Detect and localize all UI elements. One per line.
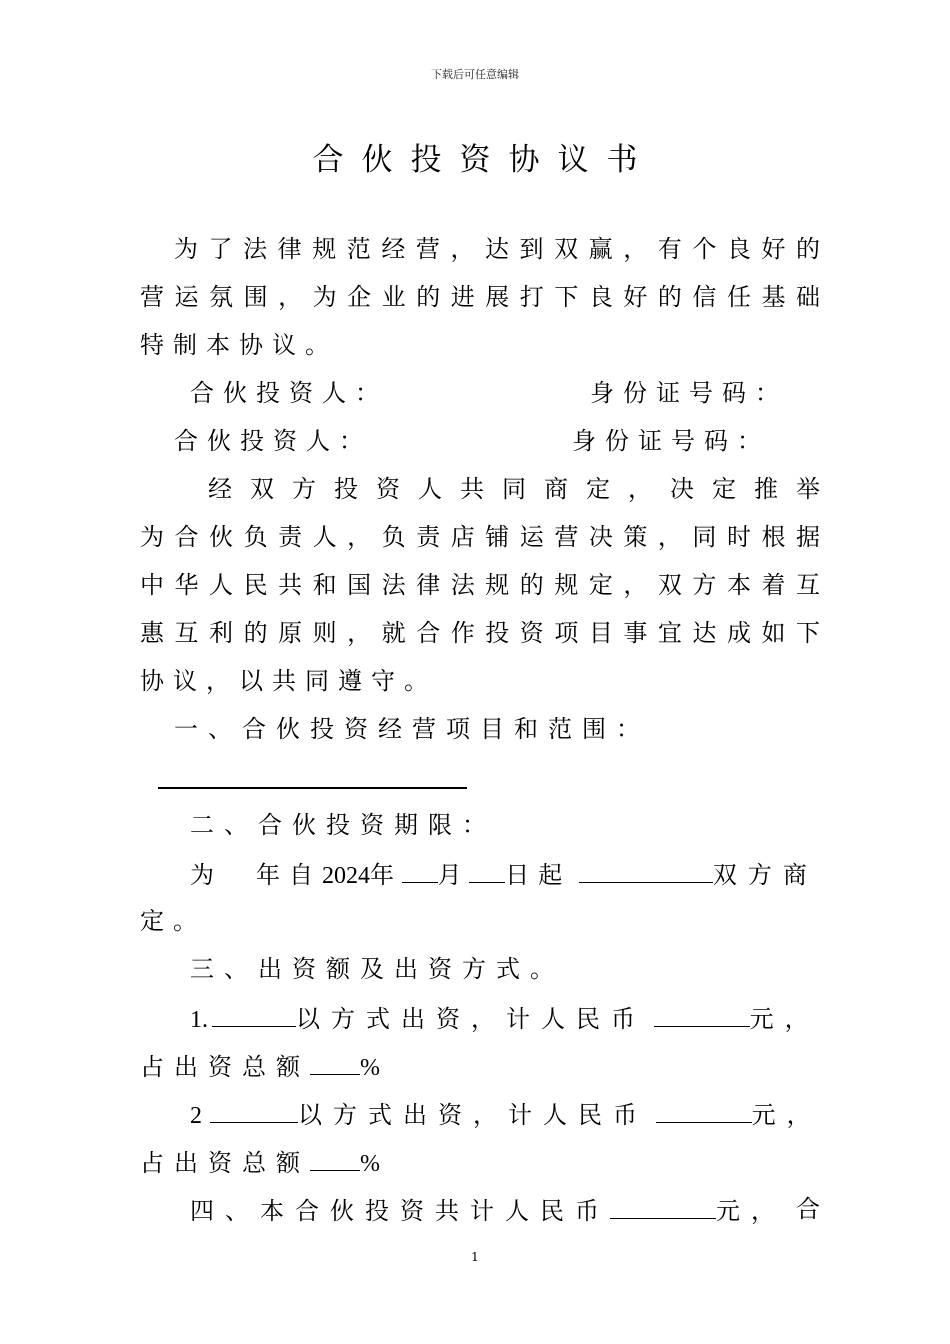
term-word-nianzi: 年自: [256, 861, 322, 889]
day-blank: [469, 856, 505, 883]
para2-line5: 协议，以共同遵守。: [140, 667, 437, 695]
para2-line3: 中华人民共和国法律法规的规定，双方本着互: [140, 571, 820, 599]
item2-number: 2: [190, 1103, 202, 1129]
item1-amount-blank: [654, 1000, 750, 1027]
term-word-yue: 月: [437, 861, 462, 889]
item2-percent-blank: [310, 1144, 360, 1171]
item1-share-label: 占出资总额: [140, 1053, 310, 1081]
item1-percent-blank: [310, 1048, 360, 1075]
term-line-end: 定。: [140, 907, 206, 935]
para1-line1: 为了法律规范经营，达到双赢，有个良好的: [174, 235, 820, 263]
contribution-item-1: [190, 1000, 820, 1037]
partner1-id-label: 身份证号码：: [590, 379, 788, 407]
term-word-riqi: 日起: [505, 861, 572, 889]
term-word-wei: 为: [190, 861, 214, 889]
document-title: 合伙投资协议书: [312, 142, 656, 178]
para2-line4: 惠互利的原则，就合作投资项目事宜达成如下: [140, 619, 820, 647]
section1-heading: 一、合伙投资经营项目和范围：: [174, 715, 650, 743]
item2-method-blank: [210, 1096, 298, 1123]
item2-unit: 元，: [751, 1101, 822, 1129]
term-word-nian: 年: [370, 861, 394, 889]
item2-percent-sign: %: [360, 1151, 380, 1177]
partner2-id-label: 身份证号码：: [572, 427, 770, 455]
term-word-shuangfang: 双方商: [712, 861, 818, 889]
section4-line: [190, 1192, 820, 1228]
contribution-item-2-share: [140, 1144, 820, 1181]
item1-number: 1.: [190, 1007, 208, 1033]
item1-unit: 元，: [749, 1005, 820, 1033]
item2-share-label: 占出资总额: [140, 1149, 310, 1177]
total-amount-blank: [610, 1192, 716, 1219]
partner1-label: 合伙投资人：: [190, 379, 388, 407]
item2-text: 以方式出资，计人民币: [298, 1101, 648, 1129]
para1-line2: 营运氛围，为企业的进展打下良好的信任基础: [140, 283, 820, 311]
para1-line3: 特制本协议。: [140, 331, 338, 359]
section4-unit: 元，: [716, 1197, 786, 1225]
para2-line2: 为合伙负责人，负责店铺运营决策，同时根据: [140, 523, 820, 551]
item2-amount-blank: [656, 1096, 752, 1123]
month-blank: [402, 856, 438, 883]
term-end-blank: [579, 856, 713, 883]
page-number: 1: [471, 1250, 479, 1264]
para2-line1: 经双方投资人共同商定，决定推举: [208, 475, 820, 503]
section4-text: 四、本合伙投资共计人民币: [190, 1197, 610, 1225]
item1-text: 以方式出资，计人民币: [296, 1005, 646, 1033]
item1-percent-sign: %: [360, 1055, 380, 1081]
term-year: 2024: [322, 863, 370, 889]
contribution-item-2: [190, 1096, 820, 1133]
partner2-label: 合伙投资人：: [174, 427, 372, 455]
page-header-note: 下载后可任意编辑: [431, 68, 519, 81]
contribution-item-1-share: [140, 1048, 820, 1085]
business-scope-blank: [158, 787, 467, 789]
section3-heading: 三、出资额及出资方式。: [190, 955, 564, 983]
section4-end: 合: [796, 1195, 820, 1223]
section2-heading: 二、合伙投资期限：: [190, 811, 496, 839]
term-line: [190, 856, 820, 893]
item1-method-blank: [212, 1000, 296, 1027]
